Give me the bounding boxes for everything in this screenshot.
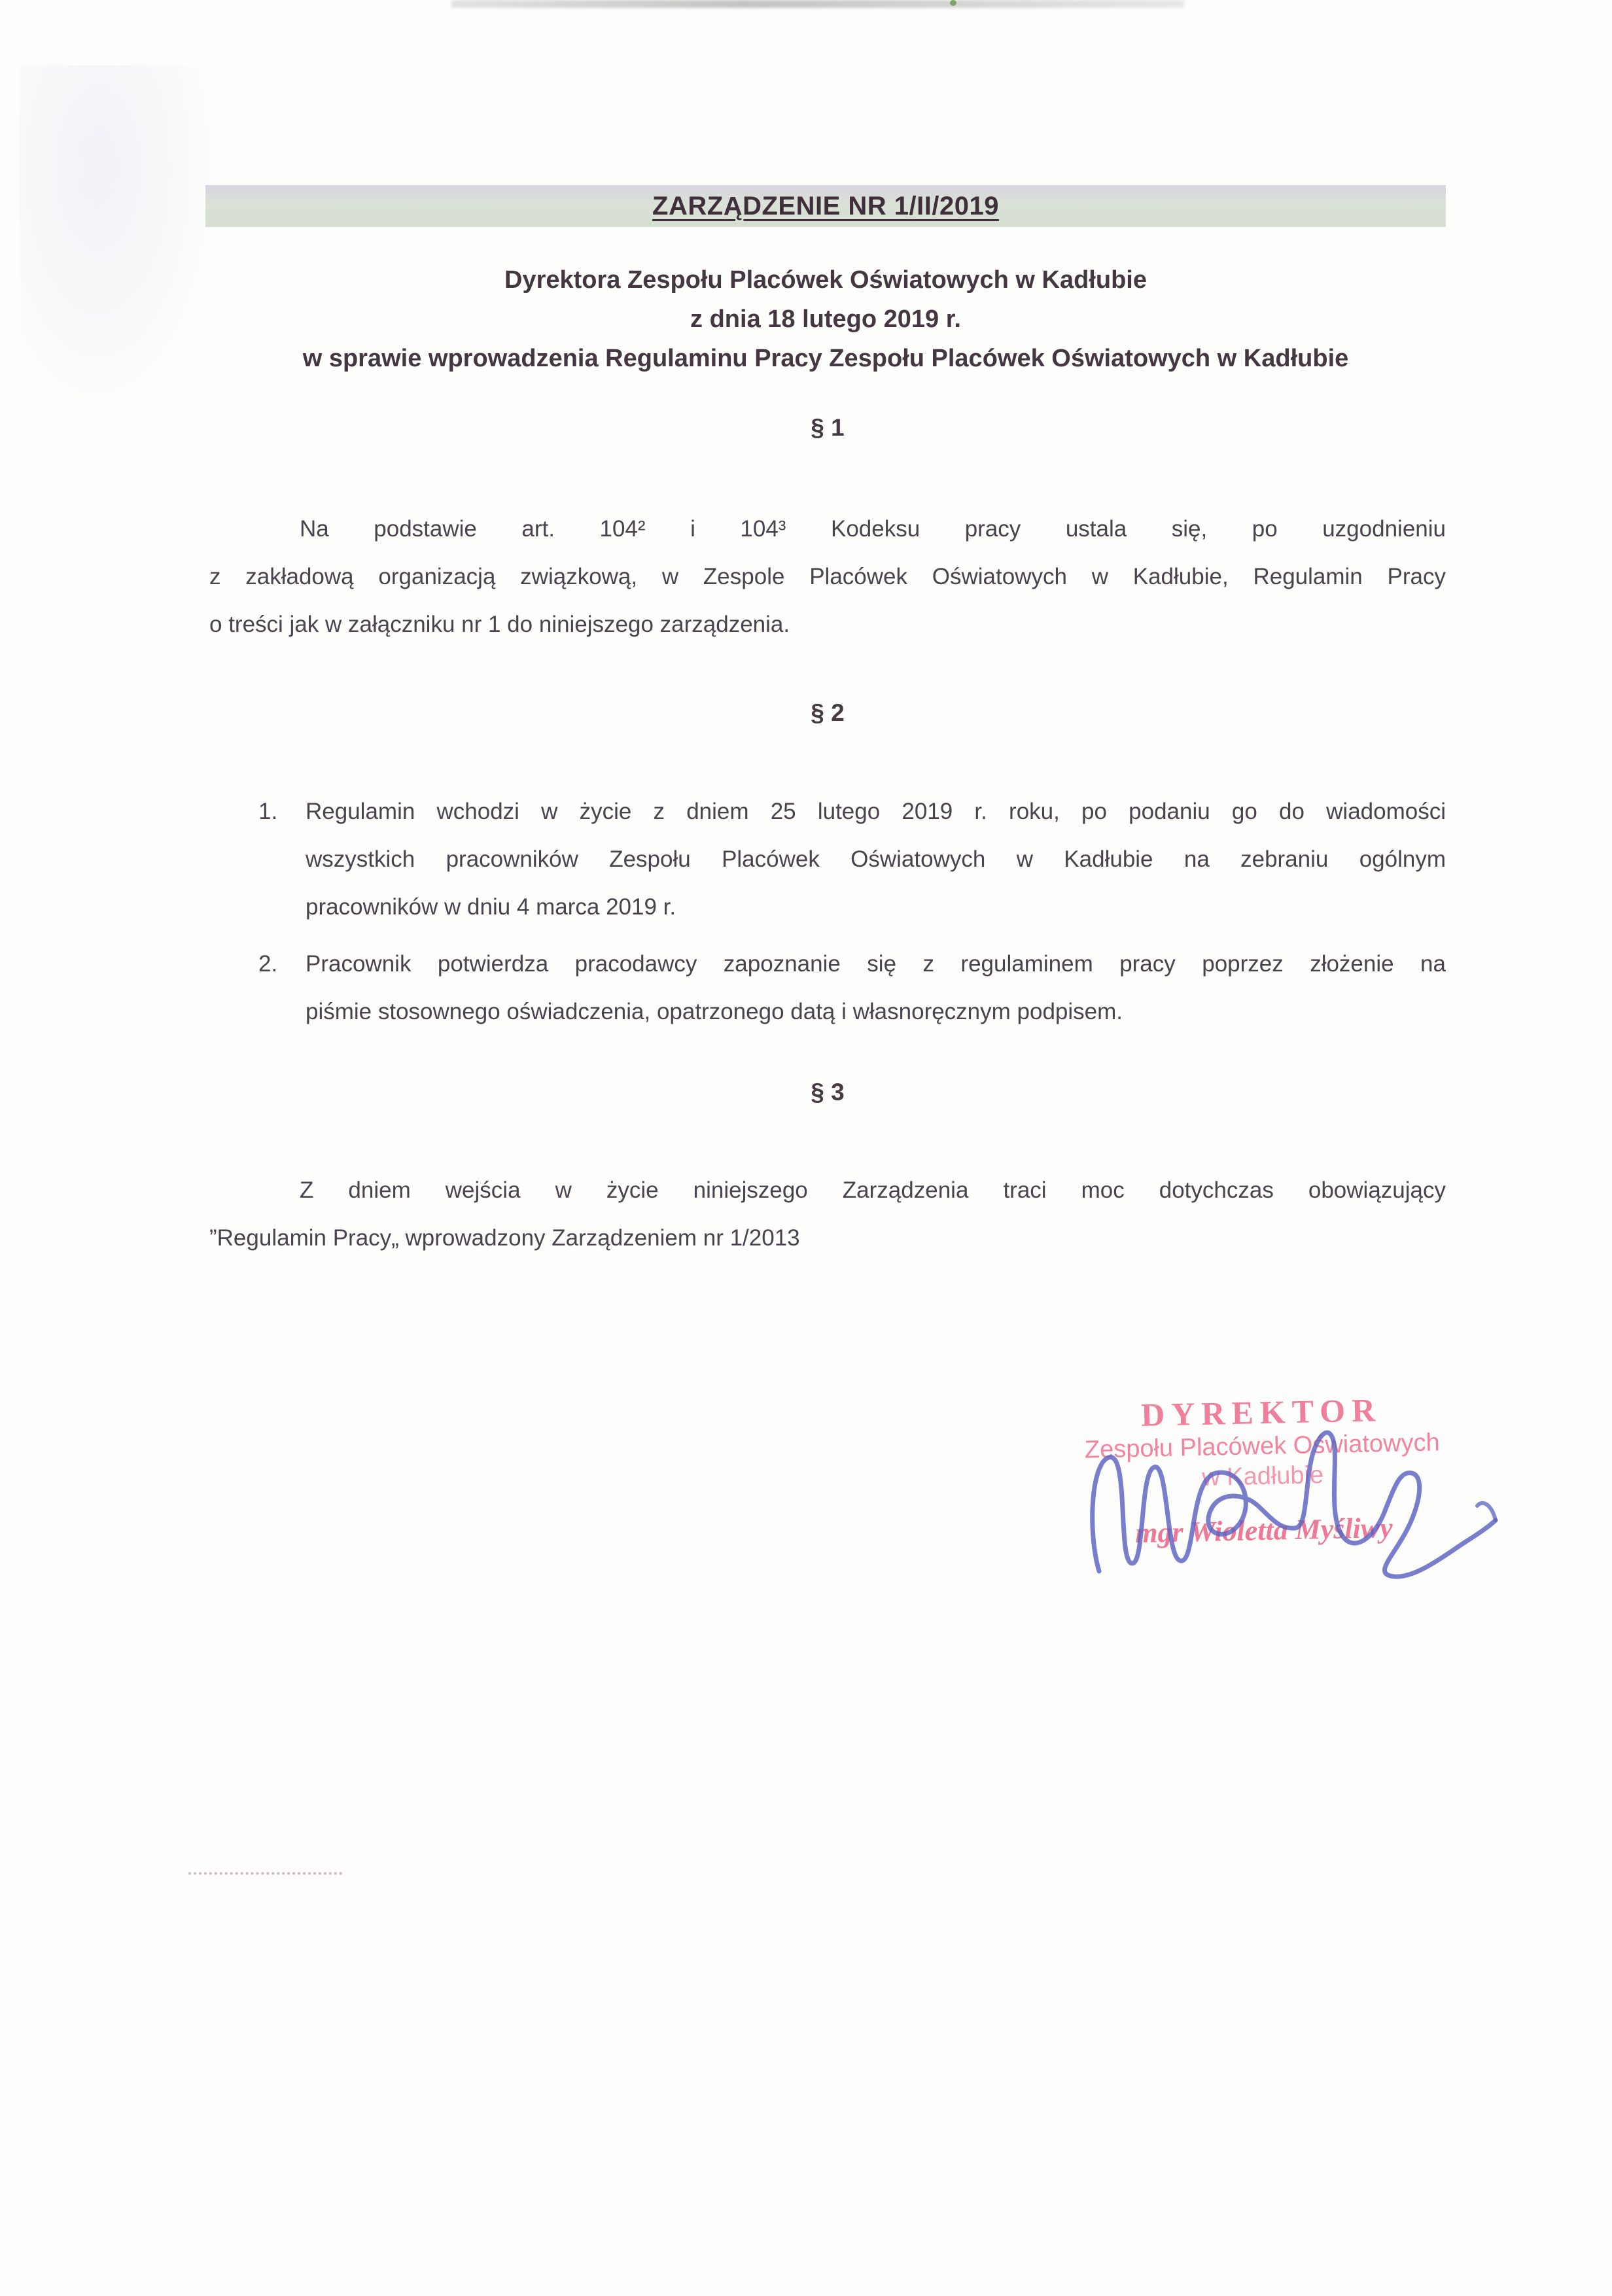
stamp-org-line1: Zespołu Placówek Oświatowych xyxy=(1084,1429,1441,1464)
list-item-line: pracowników w dniu 4 marca 2019 r. xyxy=(306,894,676,920)
section-2-list xyxy=(258,788,1446,1035)
stamp-org-line2: w Kadłubie xyxy=(1201,1461,1324,1491)
list-item-line: wszystkich pracowników Zespołu Placówek Oświatowych w Kadłubie na zebraniu ogólnym xyxy=(306,846,1446,872)
scan-stain xyxy=(20,65,216,406)
stamp-signer-name: mgr Wioletta Myśliwy xyxy=(1134,1511,1393,1550)
section-2-heading: § 2 xyxy=(811,699,845,726)
document-title: ZARZĄDZENIE NR 1/II/2019 xyxy=(652,191,999,220)
title-bar xyxy=(205,185,1446,227)
header-issuer: Dyrektora Zespołu Placówek Oświatowych w Kadłubie xyxy=(504,266,1147,294)
scan-speck xyxy=(950,0,956,6)
signature-flourish xyxy=(1477,1503,1496,1520)
paragraph-line: Na podstawie art. 104² i 104³ Kodeksu pracy ustala się, po uzgodnieniu xyxy=(300,516,1446,542)
header-subject: w sprawie wprowadzenia Regulaminu Pracy Zespołu Placówek Oświatowych w Kadłubie xyxy=(302,345,1349,372)
section-1-paragraph xyxy=(209,505,1446,648)
paragraph-line: z zakładową organizacją związkową, w Zespole Placówek Oświatowych w Kadłubie, Regulamin Pracy xyxy=(209,564,1446,589)
list-item xyxy=(258,788,1446,931)
document-header xyxy=(205,260,1446,378)
list-item-line: Regulamin wchodzi w życie z dniem 25 lutego 2019 r. roku, po podaniu go do wiadomości xyxy=(306,799,1446,824)
stamp-role-text: DYREKTOR xyxy=(1140,1391,1382,1433)
paragraph-line: o treści jak w załączniku nr 1 do niniejszego zarządzenia. xyxy=(209,612,790,637)
list-item xyxy=(258,940,1446,1035)
paragraph-line: Z dniem wejścia w życie niniejszego Zarządzenia traci moc dotychczas obowiązujący xyxy=(300,1177,1446,1203)
director-stamp xyxy=(1045,1389,1481,1552)
list-item-number: 1. xyxy=(258,799,278,824)
section-3-heading: § 3 xyxy=(811,1079,845,1105)
scan-edge-smudge xyxy=(451,0,1184,8)
list-item-number: 2. xyxy=(258,951,278,977)
list-item-line: Pracownik potwierdza pracodawcy zapoznanie się z regulaminem pracy poprzez złożenie na xyxy=(306,951,1446,977)
section-3-paragraph xyxy=(209,1166,1446,1262)
list-item-line: piśmie stosownego oświadczenia, opatrzonego datą i własnoręcznym podpisem. xyxy=(306,999,1123,1024)
section-1-heading: § 1 xyxy=(811,414,845,441)
paragraph-line: ”Regulamin Pracy„ wprowadzony Zarządzeniem nr 1/2013 xyxy=(209,1225,800,1251)
scan-dotted-artifact xyxy=(188,1872,342,1875)
header-date: z dnia 18 lutego 2019 r. xyxy=(690,305,961,333)
